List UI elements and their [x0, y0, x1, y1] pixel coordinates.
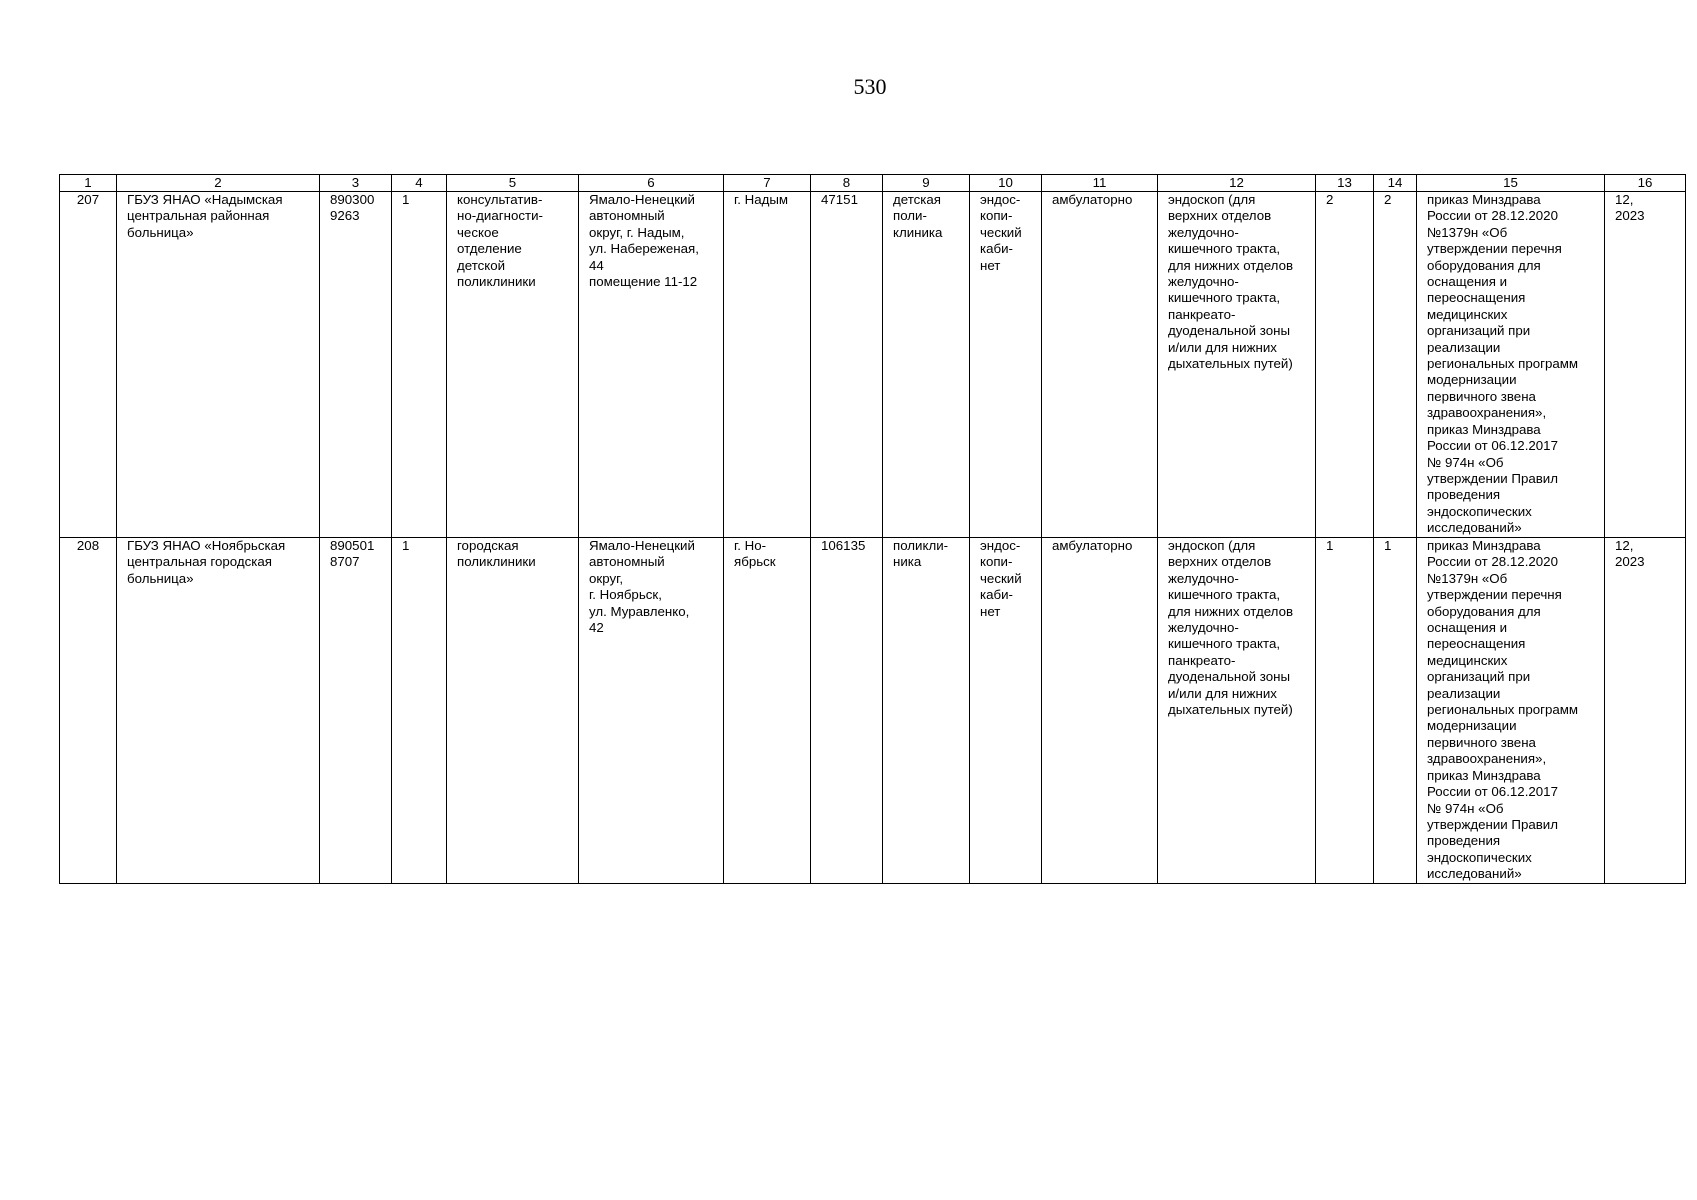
column-header: 6 [579, 175, 724, 192]
column-header: 9 [883, 175, 970, 192]
row-number: 207 [60, 192, 117, 538]
column-header: 2 [117, 175, 320, 192]
column-header: 16 [1605, 175, 1686, 192]
column-header: 10 [970, 175, 1042, 192]
column-header: 4 [392, 175, 447, 192]
table-row [60, 538, 1686, 884]
deadline: 12, 2023 [1605, 538, 1686, 884]
cabinet-type: эндос- копи- ческий каби- нет [970, 192, 1042, 538]
column-header: 8 [811, 175, 883, 192]
quantity-b: 2 [1374, 192, 1417, 538]
city: г. Надым [724, 192, 811, 538]
deadline: 12, 2023 [1605, 192, 1686, 538]
column-header: 15 [1417, 175, 1605, 192]
equipment-name: эндоскоп (для верхних отделов желудочно- кишечного тракта, для нижних отделов желудочно- кишечного тракта, панкреато- дуоденальной зоны и/или для нижних дыхательных путей) [1158, 538, 1316, 884]
equipment-table [59, 174, 1686, 884]
col-4-value: 1 [392, 192, 447, 538]
col-4-value: 1 [392, 538, 447, 884]
quantity-b: 1 [1374, 538, 1417, 884]
city: г. Но- ябрьск [724, 538, 811, 884]
population: 47151 [811, 192, 883, 538]
facility-type: поликли- ника [883, 538, 970, 884]
department: консультатив- но-диагности- ческое отделение детской поликлиники [447, 192, 579, 538]
address: Ямало-Ненецкий автономный округ, г. Надым, ул. Набереженая, 44 помещение 11-12 [579, 192, 724, 538]
column-header: 5 [447, 175, 579, 192]
column-header: 3 [320, 175, 392, 192]
regulation: приказ Минздрава России от 28.12.2020 №1379н «Об утверждении перечня оборудования для оснащения и переоснащения медицинских организаций при реализации региональных программ модернизации первичного звена здравоохранения», приказ Минздрава России от 06.12.2017 № 974н «Об утверждении Правил проведения эндоскопических исследований» [1417, 538, 1605, 884]
column-header: 14 [1374, 175, 1417, 192]
table-row [60, 192, 1686, 538]
facility-type: детская поли- клиника [883, 192, 970, 538]
care-conditions: амбулаторно [1042, 538, 1158, 884]
inn: 890300 9263 [320, 192, 392, 538]
regulation: приказ Минздрава России от 28.12.2020 №1379н «Об утверждении перечня оборудования для оснащения и переоснащения медицинских организаций при реализации региональных программ модернизации первичного звена здравоохранения», приказ Минздрава России от 06.12.2017 № 974н «Об утверждении Правил проведения эндоскопических исследований» [1417, 192, 1605, 538]
address: Ямало-Ненецкий автономный округ, г. Ноябрьск, ул. Муравленко, 42 [579, 538, 724, 884]
organization-name: ГБУЗ ЯНАО «Ноябрьская центральная городская больница» [117, 538, 320, 884]
column-header: 7 [724, 175, 811, 192]
department: городская поликлиники [447, 538, 579, 884]
inn: 890501 8707 [320, 538, 392, 884]
quantity-a: 2 [1316, 192, 1374, 538]
table-header-row [60, 175, 1686, 192]
cabinet-type: эндос- копи- ческий каби- нет [970, 538, 1042, 884]
row-number: 208 [60, 538, 117, 884]
column-header: 12 [1158, 175, 1316, 192]
population: 106135 [811, 538, 883, 884]
organization-name: ГБУЗ ЯНАО «Надымская центральная районная больница» [117, 192, 320, 538]
column-header: 1 [60, 175, 117, 192]
quantity-a: 1 [1316, 538, 1374, 884]
column-header: 11 [1042, 175, 1158, 192]
column-header: 13 [1316, 175, 1374, 192]
page-number: 530 [853, 74, 887, 99]
care-conditions: амбулаторно [1042, 192, 1158, 538]
equipment-name: эндоскоп (для верхних отделов желудочно- кишечного тракта, для нижних отделов желудочно- кишечного тракта, панкреато- дуоденальной зоны и/или для нижних дыхательных путей) [1158, 192, 1316, 538]
